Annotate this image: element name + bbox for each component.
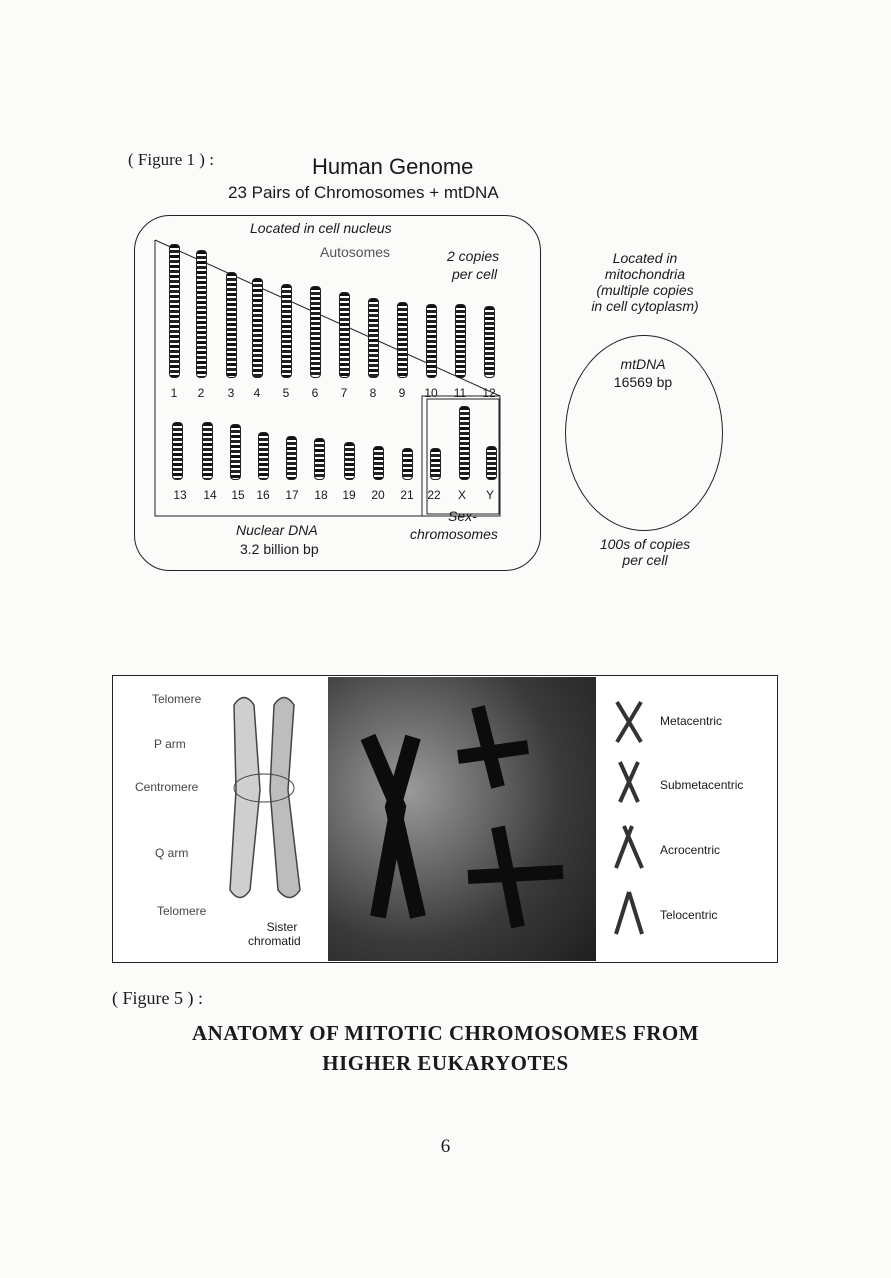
page-number: 6 (440, 1136, 451, 1157)
chromosome-number: 5 (282, 386, 290, 400)
figure-5-caption-line-2: HIGHER EUKARYOTES (322, 1051, 569, 1075)
figure-1-subtitle: 23 Pairs of Chromosomes + mtDNA (228, 183, 499, 202)
chromosome (230, 424, 241, 480)
chromosome-number: 9 (398, 386, 406, 400)
chromosome (402, 448, 413, 480)
chromosome (368, 298, 379, 378)
sister-label-2: chromatid (248, 934, 301, 948)
chromosome-number: 13 (173, 488, 187, 502)
chromosome (339, 292, 350, 378)
autosomes-label: Autosomes (320, 244, 391, 260)
mt-copies-line: 100s of copies (599, 536, 691, 552)
chromosome (455, 304, 466, 378)
sister-label-1: Sister (266, 920, 298, 934)
chromosome (426, 304, 437, 378)
mito-line: in cell cytoplasm) (591, 298, 699, 315)
type-acrocentric: Acrocentric (660, 843, 721, 857)
chromosome (196, 250, 207, 378)
chromosome-x (459, 406, 470, 480)
chromosome (430, 448, 441, 480)
chromosome-number: 10 (424, 386, 438, 400)
mito-line: Located in (612, 250, 678, 266)
nuclear-dna-label: Nuclear DNA (236, 522, 318, 538)
chromosome (310, 286, 321, 378)
chromosome (344, 442, 355, 480)
chromosome-number: 2 (197, 386, 205, 400)
centromere-label: Centromere (135, 780, 199, 794)
mtdna-label: mtDNA (620, 356, 666, 372)
chromosome-number: 17 (285, 488, 299, 502)
chromosome-number: 7 (340, 386, 348, 400)
submetacentric-icon (612, 760, 646, 804)
chromosome (226, 272, 237, 378)
copies-label-2: per cell (452, 266, 498, 282)
type-submetacentric: Submetacentric (660, 778, 744, 792)
chromosome-number: X (457, 488, 467, 502)
figure-5-caption-line-1: ANATOMY OF MITOTIC CHROMOSOMES FROM (191, 1021, 700, 1045)
chromosome (202, 422, 213, 480)
chromosome-number: 1 (170, 386, 178, 400)
p-arm-label: P arm (154, 737, 186, 751)
chromosome (484, 306, 495, 378)
chromosome-number: 20 (371, 488, 385, 502)
mito-location-label (560, 250, 730, 314)
telocentric-icon (612, 890, 646, 936)
chromosome-number: 21 (400, 488, 414, 502)
telomere-top-label: Telomere (152, 692, 202, 706)
chromosome-number: Y (485, 488, 495, 502)
chromosome-number: 11 (453, 386, 467, 400)
sex-label-1: Sex- (448, 508, 477, 524)
chromosome-number: 8 (369, 386, 377, 400)
chromosome (286, 436, 297, 480)
q-arm-label: Q arm (155, 846, 189, 860)
mito-line: (multiple copies (596, 282, 694, 299)
nucleus-label: Located in cell nucleus (250, 220, 392, 236)
chromosome-number: 19 (342, 488, 356, 502)
chromosome (281, 284, 292, 378)
chromosome-number: 22 (427, 488, 441, 502)
figure-1-label: ( Figure 1 ) : (128, 150, 214, 169)
mt-copies-line: per cell (622, 552, 668, 569)
chromosome-number: 15 (231, 488, 245, 502)
chromosome-number: 6 (311, 386, 319, 400)
chromosome (373, 446, 384, 480)
chromosome-number: 12 (482, 386, 496, 400)
mito-line: mitochondria (604, 266, 686, 283)
chromosome-diagram (214, 690, 324, 910)
chromosome-number: 16 (256, 488, 270, 502)
mtdna-size: 16569 bp (613, 374, 673, 390)
chromosome (258, 432, 269, 480)
chromosome (252, 278, 263, 378)
chromosome-number: 3 (227, 386, 235, 400)
chromosome (397, 302, 408, 378)
type-telocentric: Telocentric (660, 908, 718, 922)
chromosome-number: 4 (253, 386, 261, 400)
figure-1-title: Human Genome (312, 154, 474, 179)
chromosome (172, 422, 183, 480)
chromosome-number: 18 (314, 488, 328, 502)
telomere-bottom-label: Telomere (157, 904, 207, 918)
chromosome-y (486, 446, 497, 480)
nuclear-dna-size: 3.2 billion bp (240, 541, 319, 557)
type-metacentric: Metacentric (660, 714, 723, 728)
copies-label-1: 2 copies (447, 248, 500, 264)
figure-5-label: ( Figure 5 ) : (112, 988, 203, 1008)
acrocentric-icon (612, 824, 646, 870)
chromosome-number: 14 (203, 488, 217, 502)
micrograph-chromosomes (328, 677, 596, 961)
mt-copies-label (560, 536, 730, 568)
metacentric-icon (612, 700, 646, 744)
chromosome (169, 244, 180, 378)
chromosome (314, 438, 325, 480)
sex-label-2: chromosomes (410, 526, 498, 542)
